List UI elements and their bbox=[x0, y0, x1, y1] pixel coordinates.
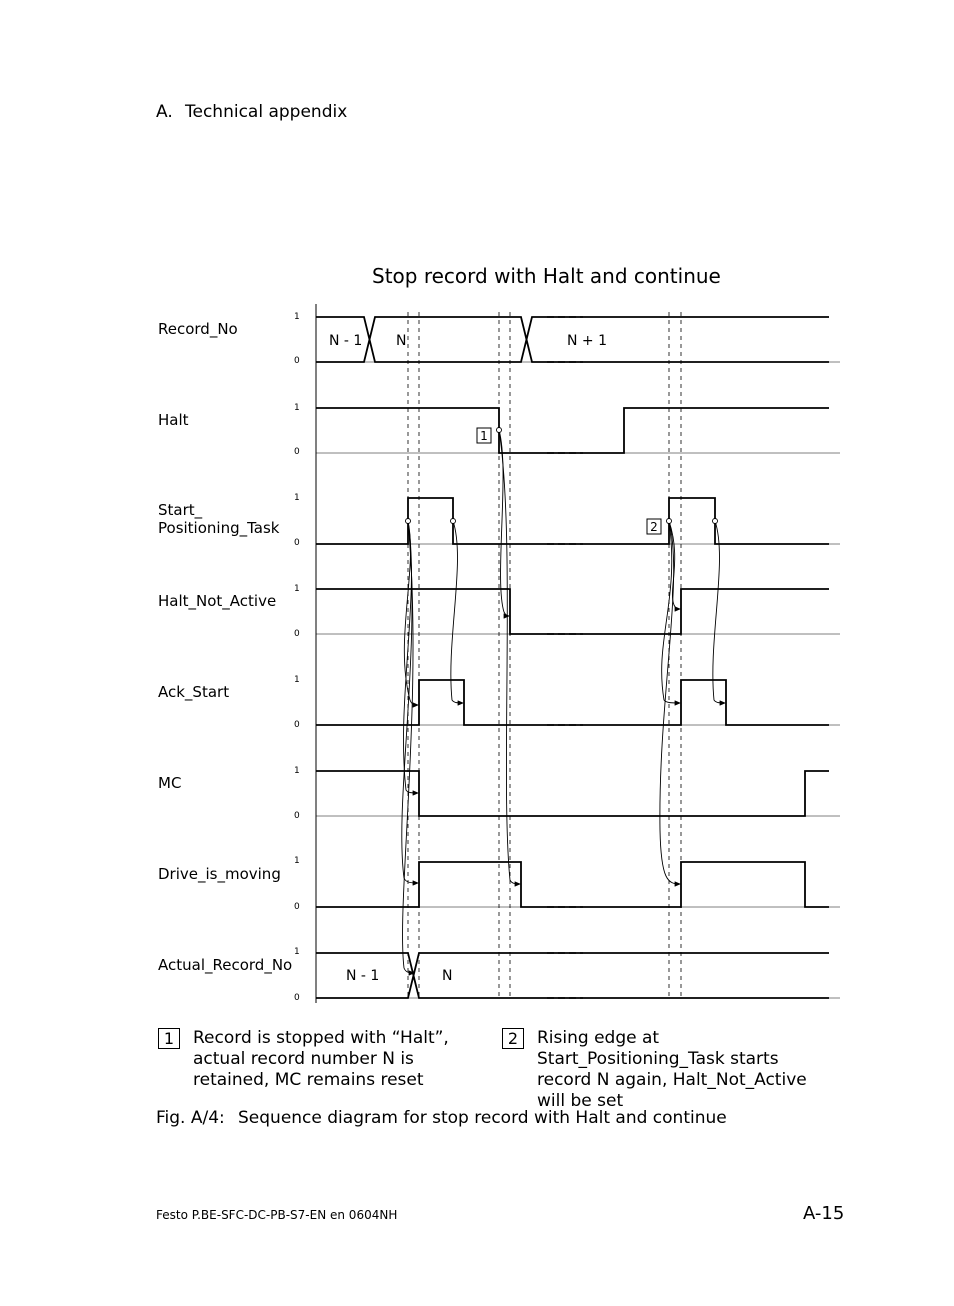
baselines bbox=[316, 362, 840, 998]
waveform-actual-record-no bbox=[316, 953, 829, 998]
time-break-marks bbox=[547, 317, 583, 998]
bus-label-actual-cur: N bbox=[442, 968, 453, 984]
level-low-halt: 0 bbox=[294, 447, 300, 457]
time-markers bbox=[408, 312, 681, 1000]
bus-label-record-prev: N - 1 bbox=[329, 333, 363, 349]
bus-label-record-next: N + 1 bbox=[567, 333, 608, 349]
level-low-halt-not-active: 0 bbox=[294, 629, 300, 639]
section-title: Technical appendix bbox=[185, 102, 348, 122]
level-high-actual-record-no: 1 bbox=[294, 947, 300, 957]
level-low-ack-start: 0 bbox=[294, 720, 300, 730]
signal-label-ack-start: Ack_Start bbox=[158, 683, 230, 701]
marker-2 bbox=[647, 519, 661, 534]
level-high-ack-start: 1 bbox=[294, 675, 300, 685]
signal-label-actual-record-no: Actual_Record_No bbox=[158, 956, 293, 974]
waveform-halt bbox=[316, 408, 829, 453]
causal-arrows bbox=[402, 430, 725, 973]
waveform-halt-not-active bbox=[316, 589, 829, 634]
figure-number: Fig. A/4: bbox=[156, 1108, 225, 1128]
section-number: A. bbox=[156, 102, 173, 122]
level-high-drive-is-moving: 1 bbox=[294, 856, 300, 866]
marker-1-number: 1 bbox=[480, 429, 488, 443]
bus-label-record-cur: N bbox=[396, 333, 407, 349]
signal-label-start-positioning-task: Start_ Positioning_Task bbox=[158, 501, 280, 537]
footnote-2-number: 2 bbox=[502, 1028, 524, 1049]
bus-label-actual-prev: N - 1 bbox=[346, 968, 380, 984]
diagram-title: Stop record with Halt and continue bbox=[372, 264, 721, 288]
signal-label-mc: MC bbox=[158, 774, 182, 792]
footer-document-id: Festo P.BE-SFC-DC-PB-S7-EN en 0604NH bbox=[156, 1208, 398, 1222]
signal-label-halt: Halt bbox=[158, 411, 189, 429]
marker-2-number: 2 bbox=[650, 520, 658, 534]
level-low-drive-is-moving: 0 bbox=[294, 902, 300, 912]
footnote-1-text: Record is stopped with “Halt”, actual record number N is retained, MC remains reset bbox=[193, 1028, 449, 1090]
level-low-record-no: 0 bbox=[294, 356, 300, 366]
signal-label-halt-not-active: Halt_Not_Active bbox=[158, 592, 277, 610]
level-high-halt-not-active: 1 bbox=[294, 584, 300, 594]
waveform-mc bbox=[316, 771, 829, 816]
signal-label-record-no: Record_No bbox=[158, 320, 238, 338]
level-high-record-no: 1 bbox=[294, 312, 300, 322]
waveform-ack-start bbox=[316, 680, 829, 725]
waveform-drive-is-moving bbox=[316, 862, 829, 907]
figure-caption bbox=[156, 1108, 727, 1128]
page-number: A-15 bbox=[803, 1203, 845, 1224]
level-low-actual-record-no: 0 bbox=[294, 993, 300, 1003]
figure-caption-text: Sequence diagram for stop record with Halt and continue bbox=[238, 1108, 727, 1128]
marker-1 bbox=[477, 428, 491, 443]
level-high-halt: 1 bbox=[294, 403, 300, 413]
waveform-start-positioning-task bbox=[316, 498, 829, 544]
level-high-start-positioning-task: 1 bbox=[294, 493, 300, 503]
footnote-1-number: 1 bbox=[158, 1028, 180, 1049]
level-low-mc: 0 bbox=[294, 811, 300, 821]
level-high-mc: 1 bbox=[294, 766, 300, 776]
level-low-start-positioning-task: 0 bbox=[294, 538, 300, 548]
footnote-2-text: Rising edge at Start_Positioning_Task starts record N again, Halt_Not_Active will be set bbox=[537, 1028, 807, 1111]
signal-label-drive-is-moving: Drive_is_moving bbox=[158, 865, 281, 883]
